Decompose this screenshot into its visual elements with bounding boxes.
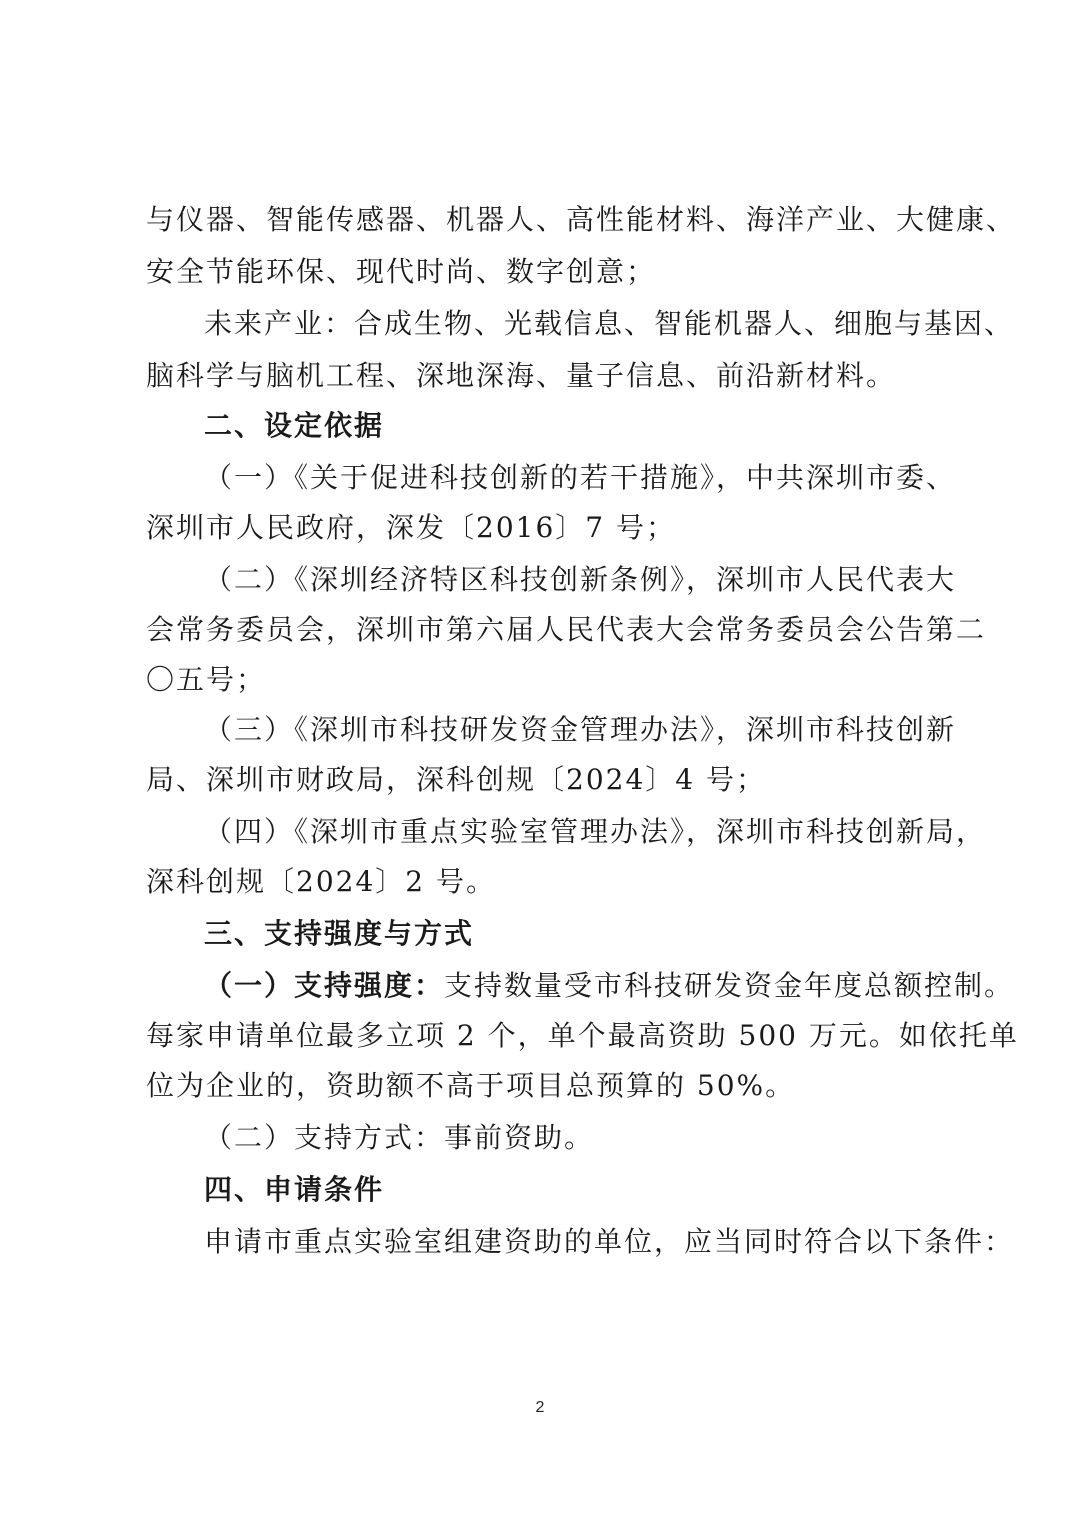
body-line: 每家申请单位最多立项 2 个，单个最高资助 500 万元。如依托单 <box>146 1019 1019 1052</box>
section-heading-basis: 二、设定依据 <box>204 409 385 442</box>
body-line: 〇五号； <box>146 663 267 696</box>
basis-item-3: （三）《深圳市科技研发资金管理办法》，深圳市科技创新 <box>204 713 957 746</box>
body-line: 位为企业的，资助额不高于项目总预算的 50%。 <box>146 1069 796 1102</box>
paragraph-future-industries: 未来产业：合成生物、光载信息、智能机器人、细胞与基因、 <box>204 307 1015 340</box>
conditions-intro: 申请市重点实验室组建资助的单位，应当同时符合以下条件： <box>204 1225 1015 1258</box>
page-number: 2 <box>535 1399 545 1416</box>
basis-item-4: （四）《深圳市重点实验室管理办法》，深圳市科技创新局， <box>204 815 987 848</box>
support-intensity-label: （一）支持强度： <box>204 969 445 1002</box>
body-line: 局、深圳市财政局，深科创规〔2024〕4 号； <box>146 763 766 796</box>
support-method: （二）支持方式：事前资助。 <box>204 1121 595 1154</box>
section-heading-conditions: 四、申请条件 <box>204 1173 385 1206</box>
body-line: 脑科学与脑机工程、深地深海、量子信息、前沿新材料。 <box>146 359 897 392</box>
section-heading-support: 三、支持强度与方式 <box>204 917 475 950</box>
body-line: 安全节能环保、现代时尚、数字创意； <box>146 255 657 288</box>
support-intensity <box>204 966 1015 1006</box>
body-line: 与仪器、智能传感器、机器人、高性能材料、海洋产业、大健康、 <box>146 203 1017 236</box>
body-line: 深圳市人民政府，深发〔2016〕7 号； <box>146 511 676 544</box>
basis-item-2: （二）《深圳经济特区科技创新条例》，深圳市人民代表大 <box>204 563 957 596</box>
body-line: 深科创规〔2024〕2 号。 <box>146 865 496 898</box>
support-intensity-text: 支持数量受市科技研发资金年度总额控制。 <box>444 969 1015 1002</box>
basis-item-1: （一）《关于促进科技创新的若干措施》，中共深圳市委、 <box>204 461 957 494</box>
body-line: 会常务委员会，深圳市第六届人民代表大会常务委员会公告第二 <box>146 613 987 646</box>
